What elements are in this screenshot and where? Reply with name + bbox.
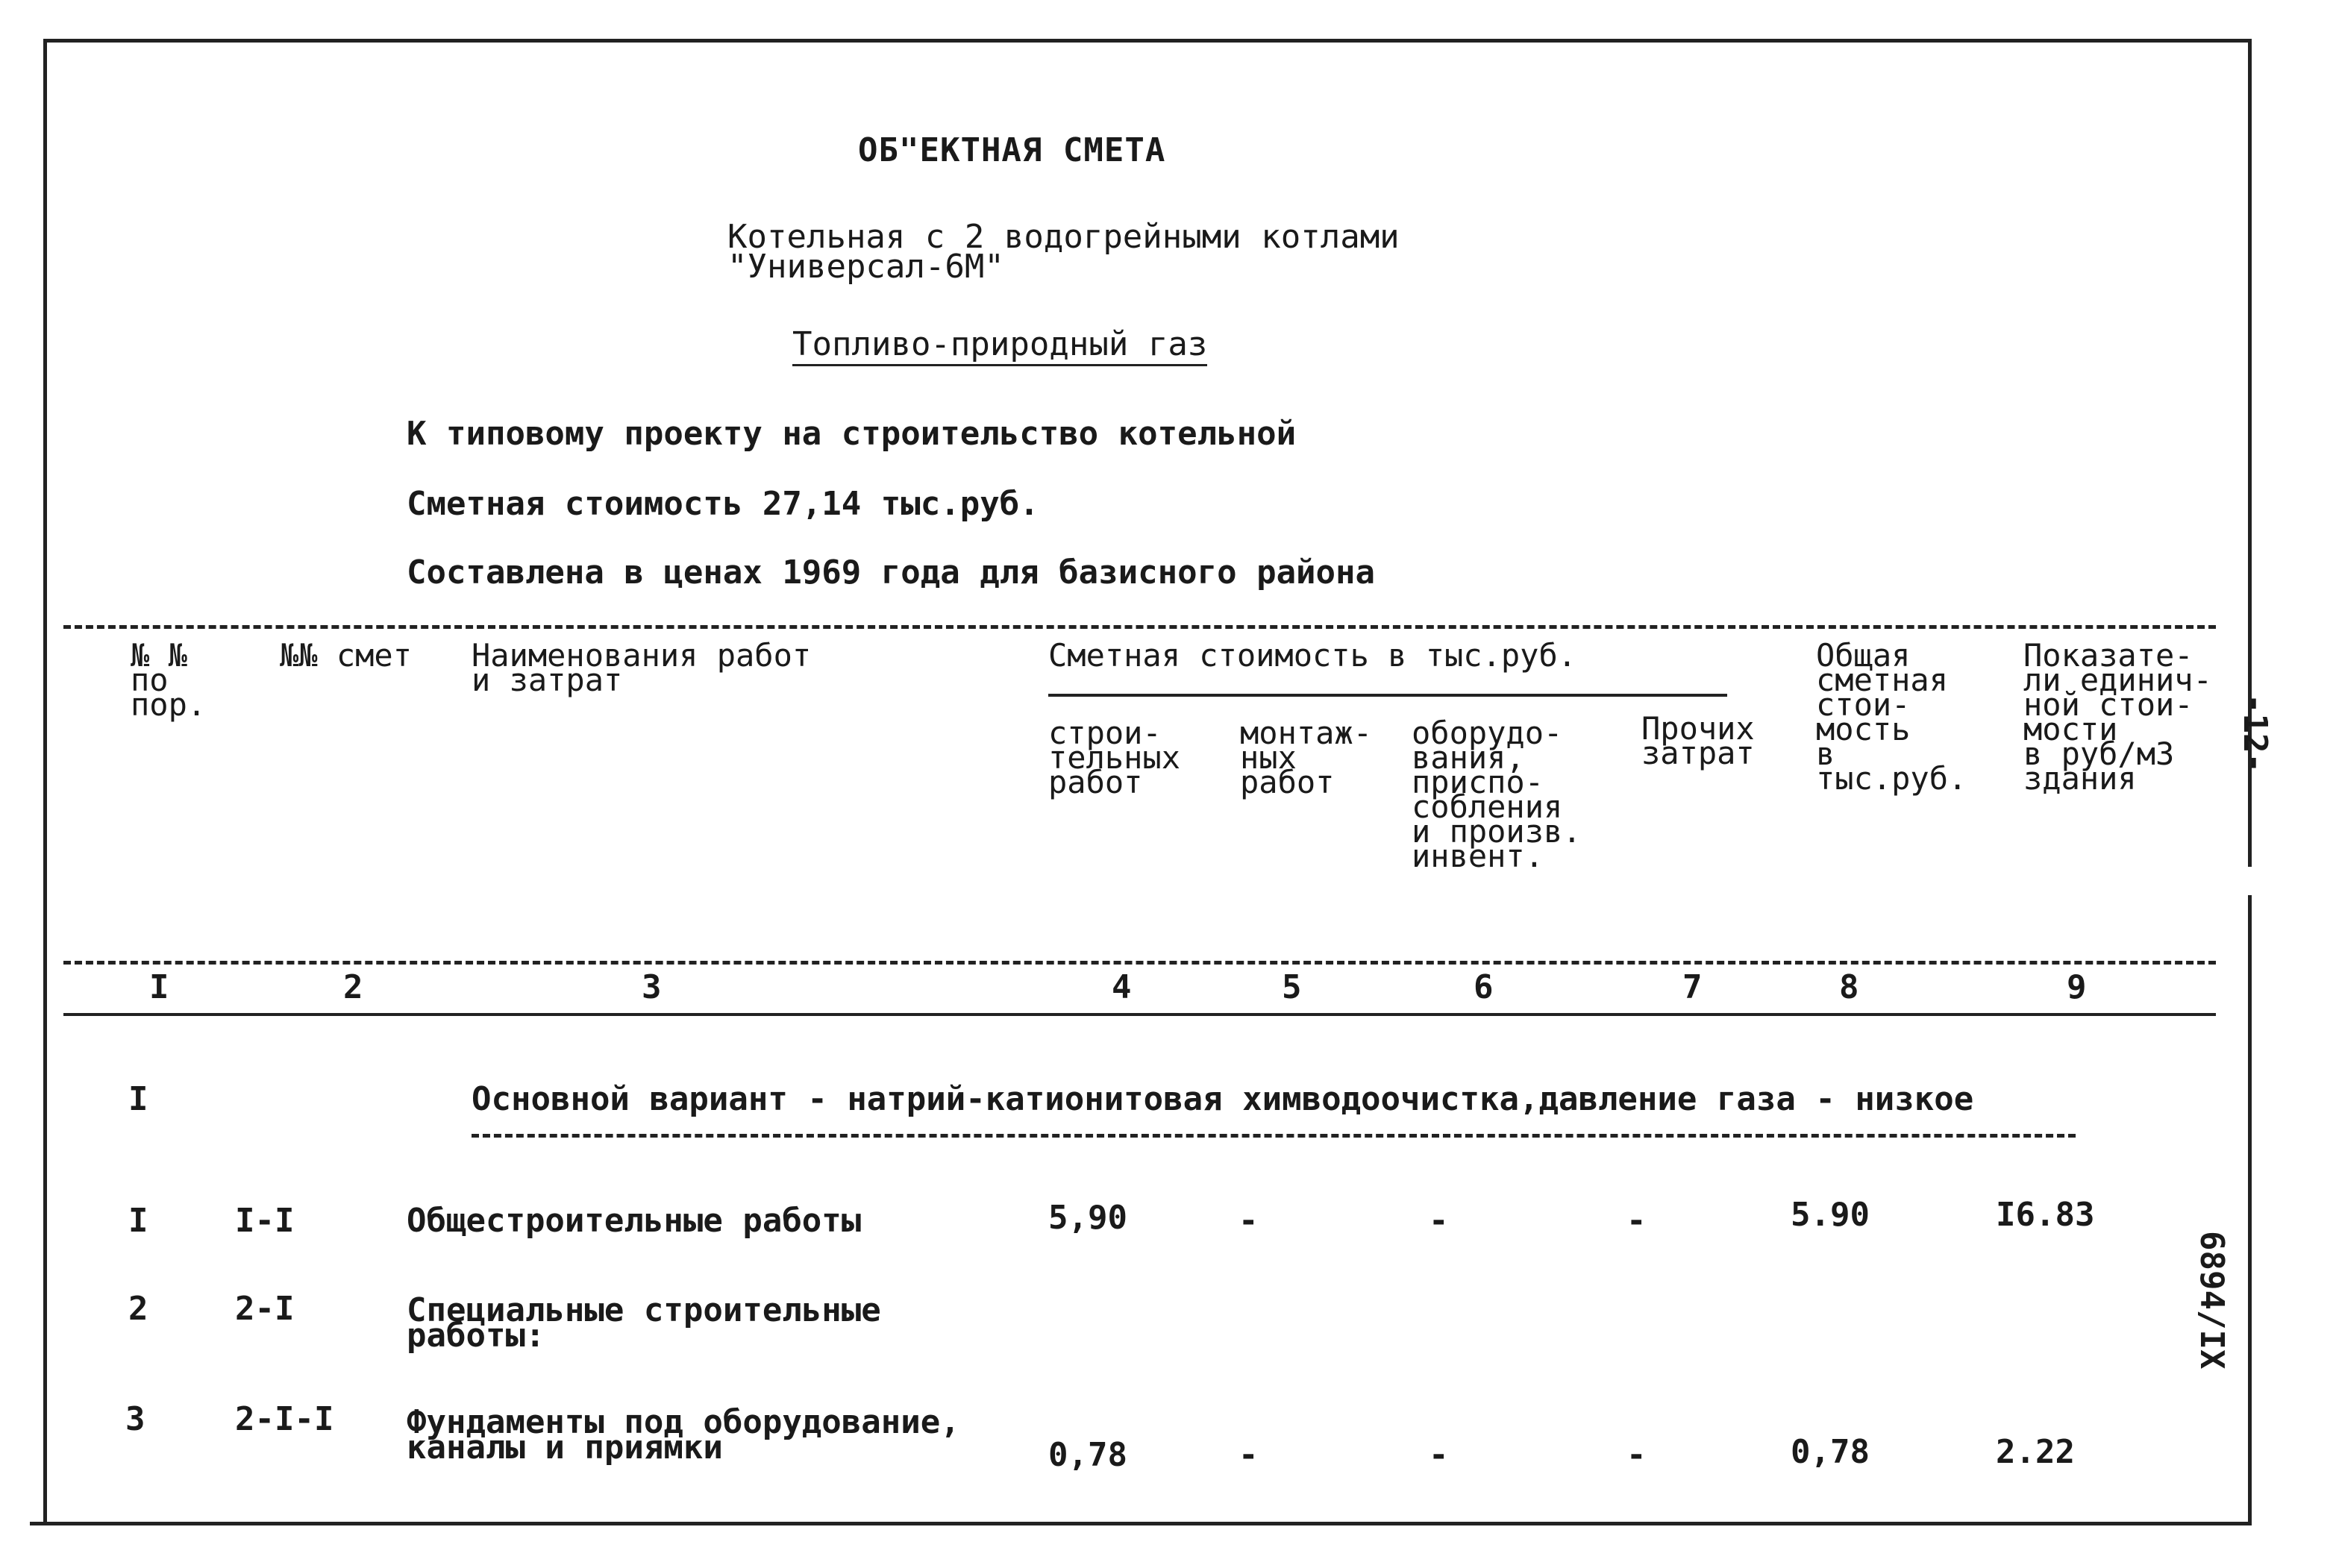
subtitle-line1: Котельная с 2 водогрейными котлами	[727, 218, 1400, 256]
column-numbers-rule	[63, 1013, 2216, 1016]
header-col-smeta: №№ смет	[280, 637, 413, 674]
frame-border-left	[43, 39, 47, 1525]
row-3-name: Фундаменты под оборудование, каналы и приямки	[407, 1403, 960, 1467]
column-number-9: 9	[2067, 968, 2087, 1006]
frame-border-top	[43, 39, 2252, 43]
fuel-type: Топливо-природный газ	[792, 328, 1207, 366]
frame-border-right-lower	[2248, 895, 2252, 1525]
group-header-rule	[1048, 694, 1727, 697]
document-title: ОБ"ЕКТНАЯ СМЕТА	[858, 131, 1166, 169]
header-col-construction: строи- тельных работ	[1048, 715, 1181, 800]
header-bottom-rule	[63, 961, 2216, 965]
row-2-name: Специальные строительные работы:	[407, 1291, 881, 1355]
column-number-2: 2	[343, 968, 363, 1006]
row-2-smeta: 2-I	[235, 1290, 295, 1328]
row-3-equipment: -	[1429, 1436, 1449, 1474]
row-1-smeta: I-I	[235, 1202, 295, 1240]
row-3-construction: 0,78	[1048, 1436, 1127, 1474]
price-basis: Составлена в ценах 1969 года для базисного района	[407, 553, 1376, 592]
column-number-1: I	[149, 968, 169, 1006]
row-1-number: I	[128, 1202, 148, 1240]
column-number-5: 5	[1282, 968, 1302, 1006]
section-underline	[472, 1134, 2076, 1138]
row-1-other: -	[1626, 1202, 1647, 1240]
header-col-number: № № по пор.	[131, 637, 207, 723]
header-col-indicator: Показате- ли единич- ной стои- мости в руб/м3 здания	[2023, 637, 2212, 797]
row-3-smeta: 2-I-I	[235, 1400, 334, 1438]
header-col-total: Общая сметная стои- мость в тыс.руб.	[1816, 637, 1967, 797]
row-3-indicator: 2.22	[1996, 1433, 2075, 1471]
row-1-installation: -	[1239, 1202, 1259, 1240]
header-col-other: Прочих затрат	[1641, 710, 1755, 771]
frame-border-bottom	[30, 1522, 2249, 1525]
page-number: -12-	[2236, 694, 2274, 773]
row-1-construction: 5,90	[1048, 1199, 1127, 1237]
header-col-installation: монтаж- ных работ	[1240, 715, 1373, 800]
section-number: I	[128, 1080, 148, 1118]
header-col-equipment: оборудо- вания, приспо- собления и произв. инвент.	[1412, 715, 1582, 874]
row-3-installation: -	[1239, 1436, 1259, 1474]
header-col-name: Наименования работ и затрат	[472, 637, 812, 698]
row-3-other: -	[1626, 1436, 1647, 1474]
project-reference: К типовому проекту на строительство котельной	[407, 415, 1297, 453]
column-number-4: 4	[1112, 968, 1132, 1006]
header-group-cost: Сметная стоимость в тыс.руб.	[1048, 637, 1577, 674]
row-1-indicator: I6.83	[1996, 1196, 2095, 1234]
header-top-rule	[63, 625, 2216, 629]
section-title: Основной вариант - натрий-катионитовая химводоочистка,давление газа - низкое	[472, 1080, 1974, 1118]
row-3-total: 0,78	[1791, 1433, 1870, 1471]
column-number-8: 8	[1839, 968, 1859, 1006]
row-1-equipment: -	[1429, 1202, 1449, 1240]
subtitle-line2: "Универсал-6М"	[727, 248, 1004, 286]
column-number-3: 3	[642, 968, 662, 1006]
column-number-7: 7	[1682, 968, 1703, 1006]
row-2-number: 2	[128, 1290, 148, 1328]
estimated-cost: Сметная стоимость 27,14 тыс.руб.	[407, 485, 1039, 523]
row-1-name: Общестроительные работы	[407, 1202, 862, 1240]
column-number-6: 6	[1474, 968, 1494, 1006]
row-3-number: 3	[125, 1400, 145, 1438]
row-1-total: 5.90	[1791, 1196, 1870, 1234]
archive-stamp: 6894/IX	[2193, 1231, 2231, 1370]
